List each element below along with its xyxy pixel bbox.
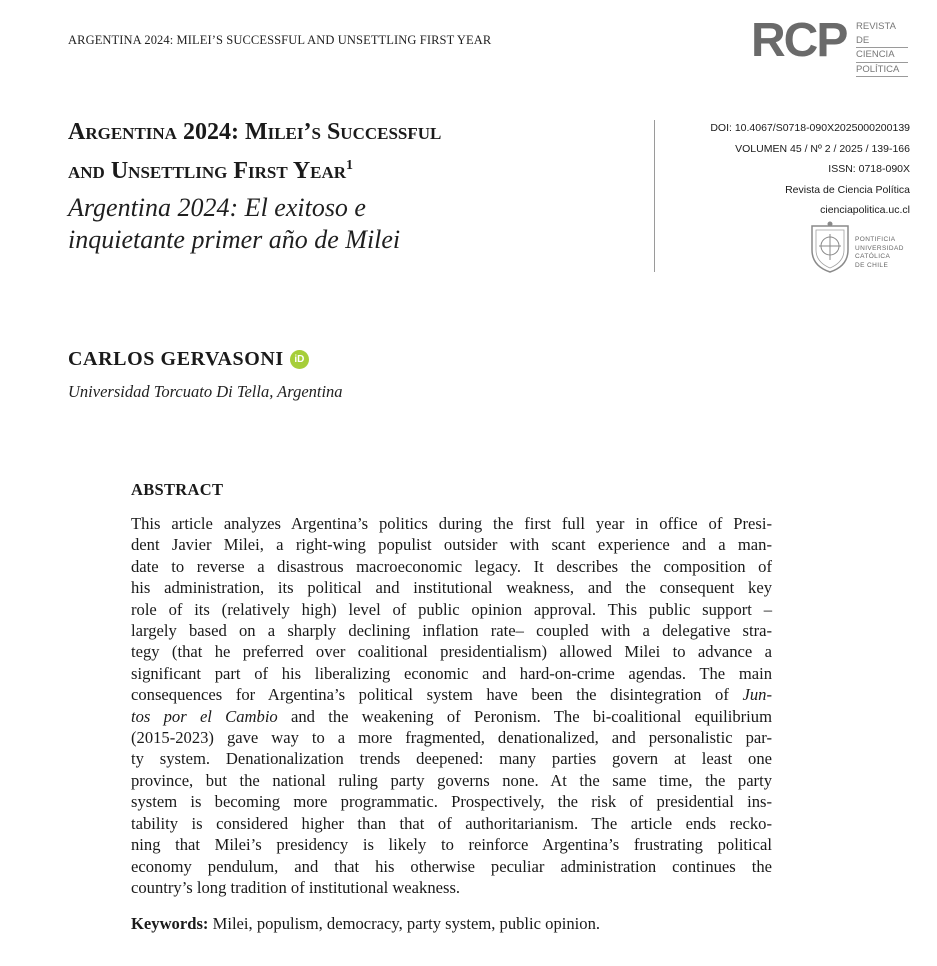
journal-logo-subtitle — [856, 20, 908, 77]
volume-info: VOLUMEN 45 / Nº 2 / 2025 / 139-166 — [735, 142, 910, 155]
abstract-line: significant part of his liberalizing economic and hard-on-crime agendas. The main — [131, 663, 772, 683]
keywords-label: Keywords: — [131, 914, 209, 933]
title-line: inquietante primer año de Milei — [68, 225, 401, 254]
journal-website[interactable]: cienciapolitica.uc.cl — [820, 204, 910, 216]
title-line: Argentina 2024: El exitoso e — [68, 193, 366, 222]
author-name: CARLOS GERVASONI iD — [68, 348, 309, 371]
abstract-line: date to reverse a disastrous macroeconomic legacy. It describes the composition of — [131, 556, 772, 576]
doi[interactable]: DOI: 10.4067/S0718-090X2025000200139 — [710, 122, 910, 134]
issn: ISSN: 0718-090X — [828, 163, 910, 175]
abstract-heading: ABSTRACT — [131, 480, 224, 499]
abstract-line: country’s long tradition of institutional weakness. — [131, 877, 461, 897]
abstract-line: ning that Milei’s presidency is likely to reinforce Argentina’s frustrating political — [131, 835, 772, 855]
orcid-icon[interactable]: iD — [290, 350, 309, 369]
keywords-list: Milei, populism, democracy, party system, public opinion. — [208, 914, 601, 933]
logo-line: POLÍTICA — [856, 63, 908, 78]
article-title-english — [68, 116, 628, 188]
article-title-spanish — [68, 192, 488, 256]
abstract-line: dent Javier Milei, a right-wing populist outsider with scant experience and a man- — [131, 535, 772, 555]
keywords — [131, 914, 600, 934]
abstract-line: province, but the national ruling party governs none. At the same time, the party — [131, 770, 772, 790]
abstract-line: tegy (that he preferred over coalitional presidentialism) allowed Milei to advance a — [131, 642, 772, 662]
abstract-line: (2015-2023) gave way to a more fragmented, denationalized, and personalistic par- — [131, 728, 772, 748]
journal-name: Revista de Ciencia Política — [785, 183, 910, 196]
italic-term: tos por el Cambio — [131, 706, 278, 726]
abstract-line: system is becoming more programmatic. Prospectively, the risk of presidential ins- — [131, 792, 772, 812]
article-metadata — [710, 118, 910, 221]
abstract-line: his administration, its political and institutional weakness, and the consequent key — [131, 578, 772, 598]
university-seal-icon — [809, 220, 851, 274]
author-affiliation: Universidad Torcuato Di Tella, Argentina — [68, 382, 343, 401]
abstract-line: tos por el Cambio and the weakening of Peronism. The bi-coalitional equilibrium — [131, 706, 772, 726]
logo-line: REVISTA DE — [856, 20, 908, 48]
abstract-line: tability is considered higher than that of authoritarianism. The article ends recko- — [131, 813, 772, 833]
running-head: ARGENTINA 2024: MILEI’S SUCCESSFUL AND UNSETTLING FIRST YEAR — [68, 33, 492, 47]
footnote-marker[interactable]: 1 — [346, 158, 354, 173]
abstract-body — [131, 513, 772, 898]
abstract-line: largely based on a sharply declining inflation rate– coupled with a delegative stra- — [131, 621, 772, 641]
title-line: Argentina 2024: Milei’s Successful — [68, 119, 442, 145]
abstract-line: This article analyzes Argentina’s politics during the first full year in office of Presi- — [131, 514, 772, 533]
university-name: PONTIFICIA UNIVERSIDAD CATÓLICA DE CHILE — [855, 236, 904, 269]
abstract-line: economy pendulum, and that his otherwise peculiar administration continues the — [131, 856, 772, 876]
vertical-divider — [654, 120, 655, 272]
italic-term: Jun- — [742, 685, 772, 705]
abstract-line: consequences for Argentina’s political system have been the disintegration of Jun- — [131, 685, 772, 705]
abstract-line: ty system. Denationalization trends deepened: many parties govern at least one — [131, 749, 772, 769]
abstract-line: role of its (relatively high) level of public opinion approval. This public support – — [131, 599, 772, 619]
journal-logo: RCP — [751, 14, 847, 67]
logo-line: CIENCIA — [856, 48, 908, 63]
title-line: and Unsettling First Year$^1$ — [68, 158, 354, 184]
